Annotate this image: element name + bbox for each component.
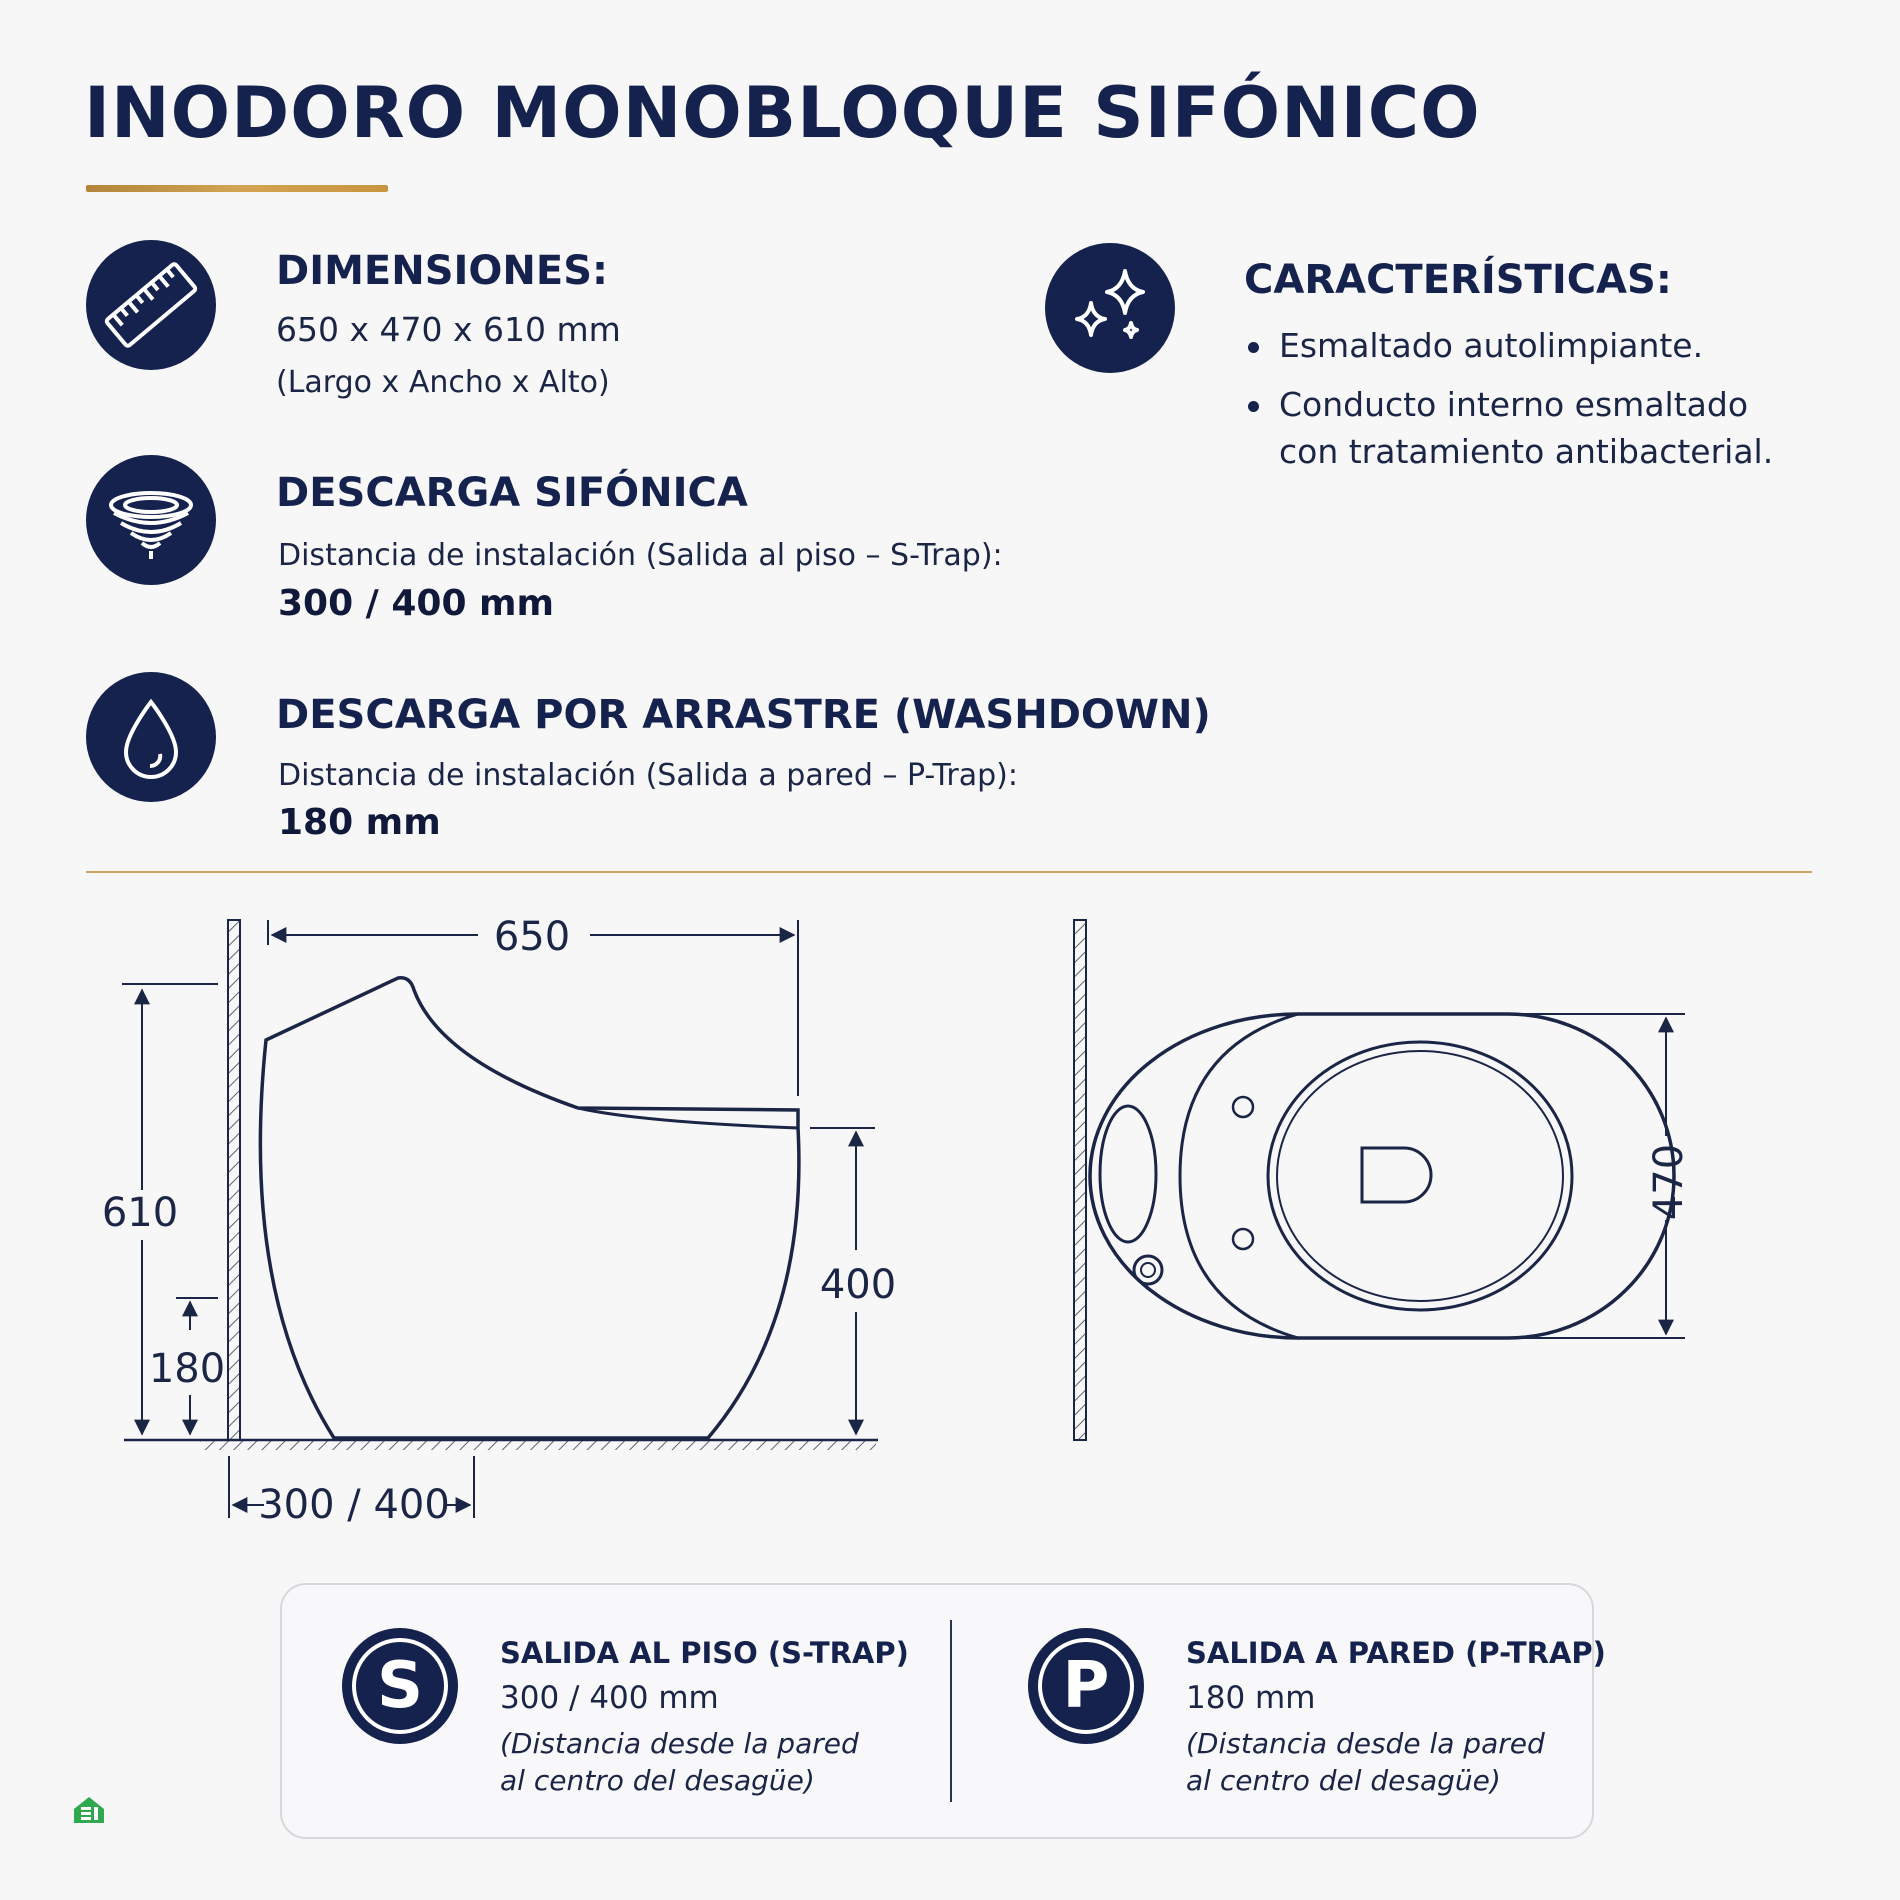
p-trap-value: 180 mm bbox=[1186, 1680, 1316, 1716]
p-trap-heading: SALIDA A PARED (P-TRAP) bbox=[1186, 1636, 1606, 1670]
toilet-top-outline bbox=[1090, 1014, 1674, 1338]
washdown-label: Distancia de instalación (Salida a pared – P-Trap): bbox=[278, 758, 1018, 793]
s-trap-note: (Distancia desde la pared al centro del desagüe) bbox=[500, 1727, 859, 1797]
s-trap-distance-label: 300 / 400 bbox=[258, 1482, 450, 1528]
siphonic-label: Distancia de instalación (Salida al piso – S-Trap): bbox=[278, 538, 1003, 573]
page-title: INODORO MONOBLOQUE SIFÓNICO bbox=[84, 72, 1481, 154]
brand-logo bbox=[72, 1795, 106, 1825]
list-item: Conducto interno esmaltado bbox=[1244, 385, 1773, 424]
height-label: 610 bbox=[101, 1190, 179, 1236]
dimensions-note: (Largo x Ancho x Alto) bbox=[276, 365, 610, 400]
p-trap-height-label: 180 bbox=[148, 1346, 226, 1392]
width-label: 470 bbox=[1646, 1143, 1692, 1221]
washdown-value: 180 mm bbox=[278, 802, 441, 843]
side-view bbox=[122, 920, 878, 1518]
s-trap-heading: SALIDA AL PISO (S-TRAP) bbox=[500, 1636, 909, 1670]
dimensions-heading: DIMENSIONES: bbox=[276, 248, 608, 294]
siphonic-value: 300 / 400 mm bbox=[278, 583, 555, 624]
features-heading: CARACTERÍSTICAS: bbox=[1244, 257, 1672, 303]
drain-outline bbox=[1362, 1148, 1431, 1202]
seat-height-label: 400 bbox=[819, 1262, 897, 1308]
house-logo-icon bbox=[72, 1795, 106, 1825]
top-wall bbox=[1074, 920, 1086, 1440]
list-item-continuation: con tratamiento antibacterial. bbox=[1279, 432, 1774, 471]
flush-button bbox=[1100, 1106, 1156, 1242]
side-wall bbox=[228, 920, 240, 1440]
dimensions-value: 650 x 470 x 610 mm bbox=[276, 310, 621, 349]
toilet-side-profile bbox=[260, 978, 799, 1438]
p-trap-badge-icon: P bbox=[1028, 1628, 1144, 1744]
washdown-heading: DESCARGA POR ARRASTRE (WASHDOWN) bbox=[276, 692, 1211, 738]
p-trap-note: (Distancia desde la pared al centro del desagüe) bbox=[1186, 1727, 1545, 1797]
outlet-legend-box bbox=[280, 1583, 1594, 1839]
s-trap-badge-icon: S bbox=[342, 1628, 458, 1744]
floor bbox=[200, 1440, 876, 1450]
legend-separator bbox=[950, 1620, 952, 1802]
siphonic-heading: DESCARGA SIFÓNICA bbox=[276, 470, 748, 516]
s-trap-value: 300 / 400 mm bbox=[500, 1680, 719, 1716]
list-item: Esmaltado autolimpiante. bbox=[1244, 326, 1773, 365]
top-view bbox=[1074, 920, 1685, 1440]
length-label: 650 bbox=[493, 914, 571, 960]
